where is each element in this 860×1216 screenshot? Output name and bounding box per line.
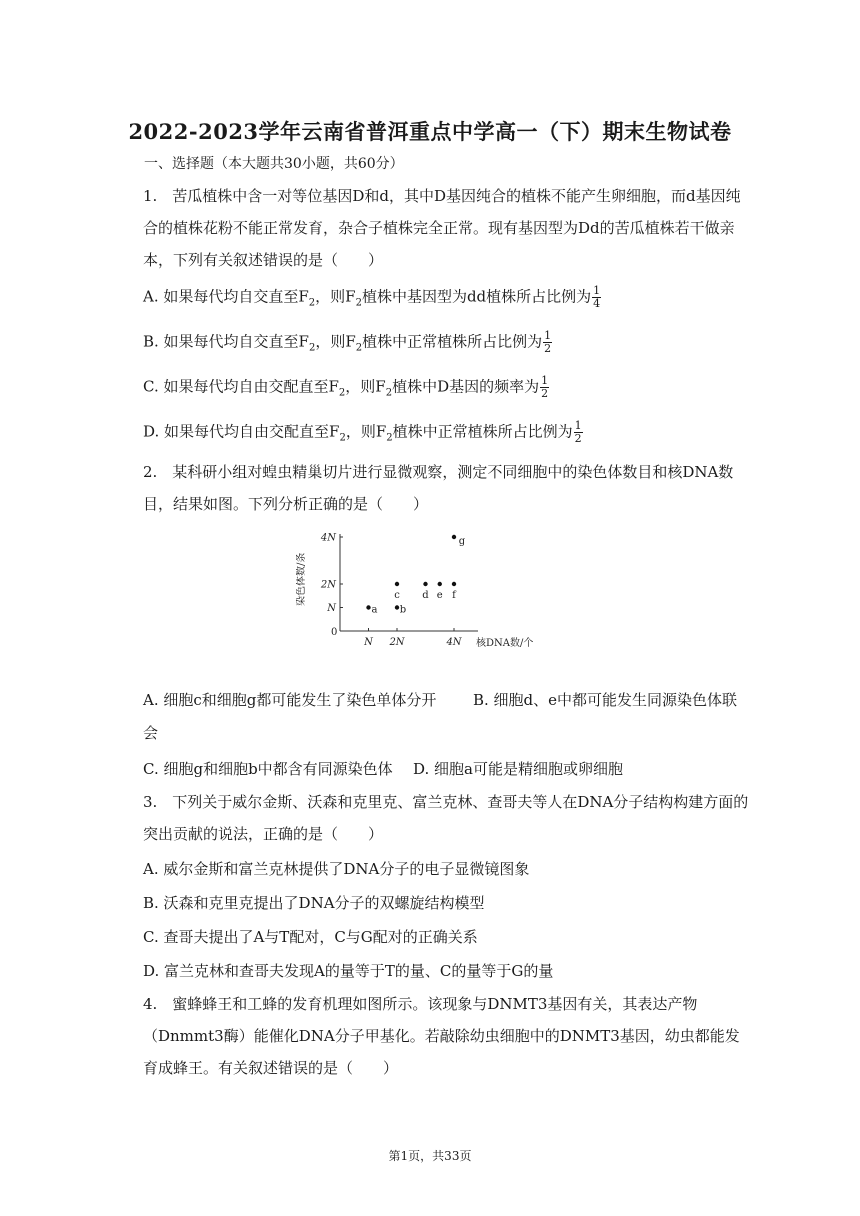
chromosome-dna-scatter-chart xyxy=(296,528,566,650)
question-1-option-c: C. 如果每代均自由交配直至$F_2$，则$F_2$植株中D基因的频率为 $\frac{1}{2}$ xyxy=(143,374,549,400)
point-label-a: a xyxy=(371,604,378,616)
page-footer: 第1页，共33页 xyxy=(388,1149,472,1163)
question-1-option-a: A. 如果每代均自交直至$F_2$，则$F_2$植株中基因型为dd植株所占比例为 $\frac{1}{4}$ xyxy=(143,284,601,310)
question-3-option-c: C. 查哥夫提出了A与T配对，C与G配对的正确关系 xyxy=(143,928,478,946)
question-2-option-b-continued: 会 xyxy=(143,724,159,742)
question-2-option-d: D. 细胞a可能是精细胞或卵细胞 xyxy=(413,760,623,778)
point-a xyxy=(366,605,370,609)
x-axis-label: 核DNA数/个 xyxy=(476,638,534,649)
question-2-option-a: A. 细胞c和细胞g都可能发生了染色单体分开 xyxy=(143,691,437,709)
point-e xyxy=(438,582,442,586)
x-tick-label: 2N xyxy=(389,637,405,648)
point-label-b: b xyxy=(399,604,407,616)
question-2-option-c: C. 细胞g和细胞b中都含有同源染色体 xyxy=(143,760,393,778)
question-4-stem: 4. 蜜蜂蜂王和工蜂的发育机理如图所示。该现象与DNMT3基因有关，其表达产物（Dnmmt3酶）能催化DNA分子甲基化。若敲除幼虫细胞中的DNMT3基因，幼虫都能发育成蜂王。有关叙述错误的是（ ） xyxy=(143,995,740,1077)
y-tick-label: 2N xyxy=(320,579,336,591)
question-3-option-d: D. 富兰克林和查哥夫发现A的量等于T的量、C的量等于G的量 xyxy=(143,962,554,980)
question-2-option-b: B. 细胞d、e中都可能发生同源染色体联 xyxy=(473,691,738,709)
point-f xyxy=(452,582,456,586)
fraction: $\frac{1}{2}$ xyxy=(544,329,552,355)
y-axis-label: 染色体数/条 xyxy=(296,552,307,606)
point-label-d: d xyxy=(422,590,429,601)
point-b xyxy=(395,605,399,609)
question-2-stem: 2. 某科研小组对蝗虫精巢切片进行显微观察，测定不同细胞中的染色体数目和核DNA数目，结果如图。下列分析正确的是（ ） xyxy=(143,463,734,513)
question-3-option-b: B. 沃森和克里克提出了DNA分子的双螺旋结构模型 xyxy=(143,894,485,912)
fraction: $\frac{1}{2}$ xyxy=(574,419,582,445)
fraction: $\frac{1}{4}$ xyxy=(593,284,601,310)
point-label-c: c xyxy=(394,590,400,601)
question-3-option-a: A. 威尔金斯和富兰克林提供了DNA分子的电子显微镜图象 xyxy=(143,860,530,878)
exam-title: 2022-2023学年云南省普洱重点中学高一（下）期末生物试卷 xyxy=(128,119,732,144)
question-1-option-d: D. 如果每代均自由交配直至$F_2$，则$F_2$植株中正常植株所占比例为 $\frac{1}{2}$ xyxy=(143,419,582,445)
question-1-option-b: B. 如果每代均自交直至$F_2$，则$F_2$植株中正常植株所占比例为 $\frac{1}{2}$ xyxy=(143,329,552,355)
x-tick-label: N xyxy=(364,637,373,648)
x-tick-label: 4N xyxy=(446,637,462,648)
point-label-f: f xyxy=(452,590,456,601)
point-c xyxy=(395,582,399,586)
y-tick-label: 4N xyxy=(320,532,336,544)
point-g xyxy=(452,535,456,539)
point-d xyxy=(423,582,427,586)
fraction: $\frac{1}{2}$ xyxy=(541,374,549,400)
section-heading: 一、选择题（本大题共30小题，共60分） xyxy=(144,156,404,172)
question-1-stem: 1. 苦瓜植株中含一对等位基因D和d，其中D基因纯合的植株不能产生卵细胞，而d基因纯合的植株花粉不能正常发育，杂合子植株完全正常。现有基因型为Dd的苦瓜植株若干做亲本，下列有关叙述错误的是（ ） xyxy=(143,187,741,269)
origin-label: 0 xyxy=(331,627,338,638)
y-tick-label: N xyxy=(327,603,336,614)
point-label-g: g xyxy=(458,536,466,547)
question-3-stem: 3. 下列关于威尔金斯、沃森和克里克、富兰克林、查哥夫等人在DNA分子结构构建方面的突出贡献的说法，正确的是（ ） xyxy=(143,793,749,843)
point-label-e: e xyxy=(436,590,443,601)
